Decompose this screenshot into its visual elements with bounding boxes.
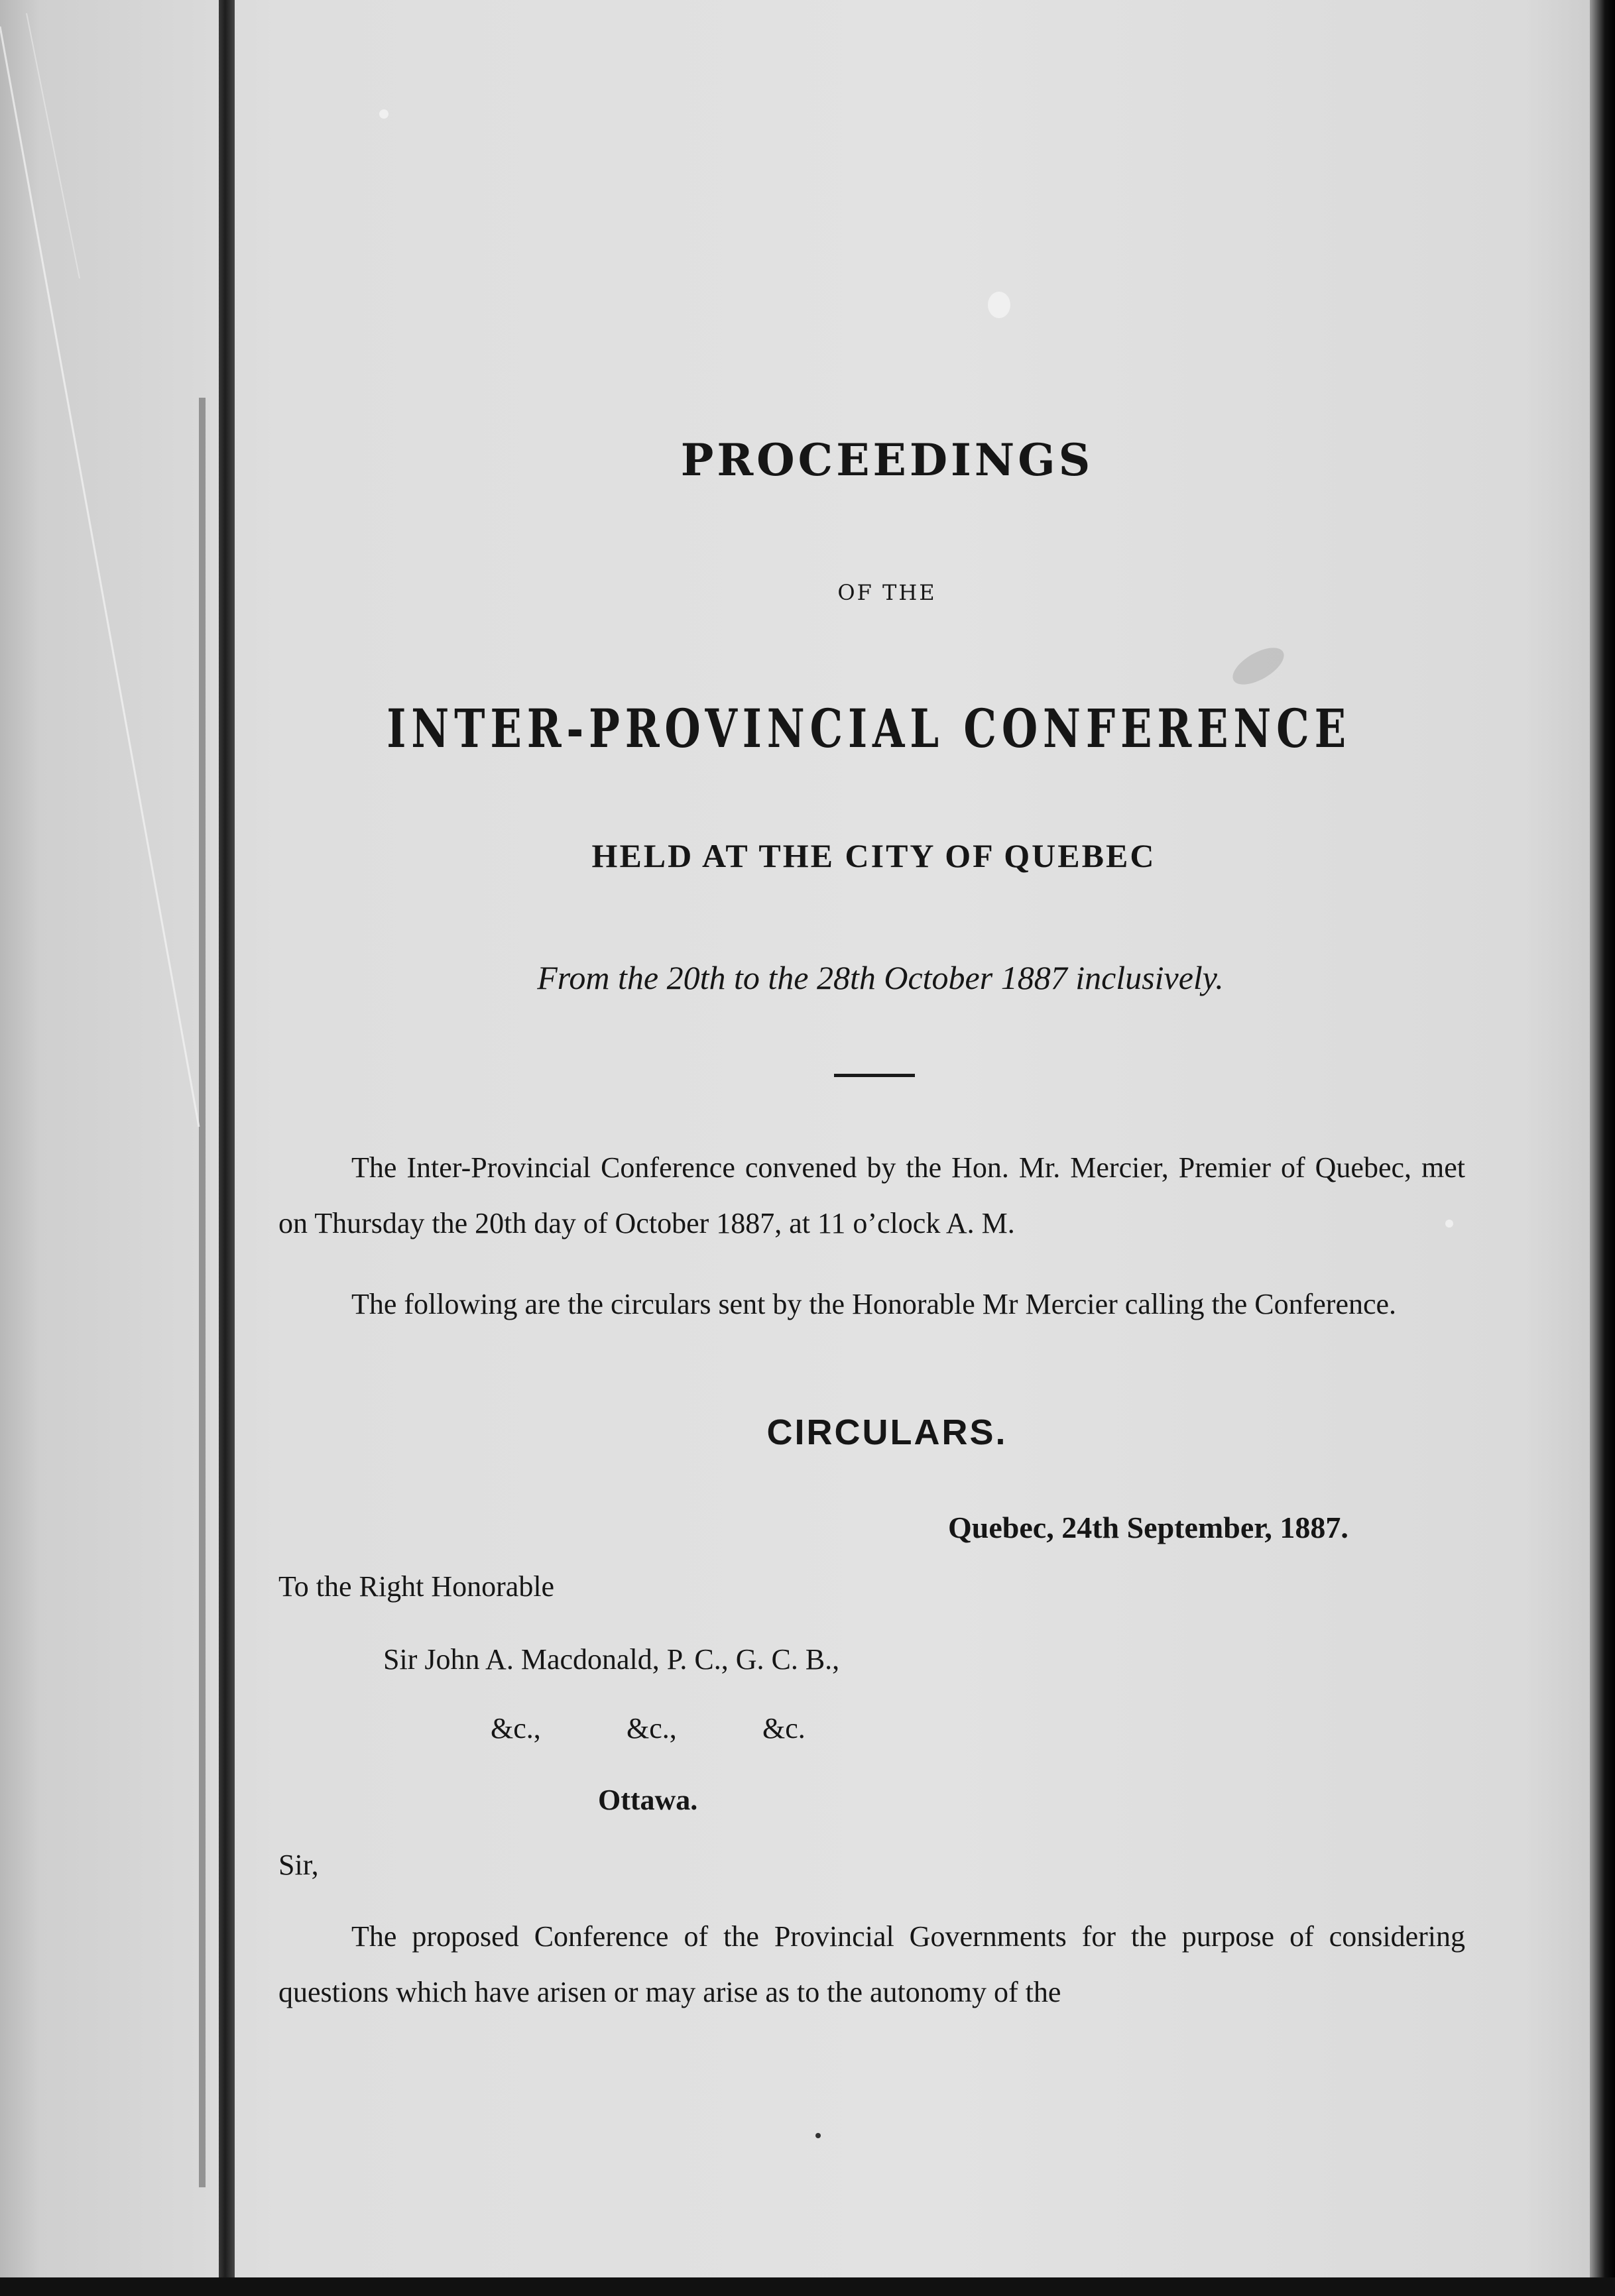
- document-title: PROCEEDINGS: [680, 434, 1094, 486]
- conference-dates: From the 20th to the 28th October 1887 inclusively.: [537, 959, 1224, 996]
- circulars-intro-text: The following are the circulars sent by the Honorable Mr Mercier calling the Conference.: [351, 1288, 1397, 1320]
- scan-speck: [1227, 640, 1289, 692]
- page-mark: [815, 2133, 821, 2138]
- letter-etc-row: [491, 1711, 898, 1745]
- letter-city: Ottawa.: [598, 1784, 698, 1816]
- opening-paragraph: [278, 1140, 1465, 1251]
- title-connector: OF THE: [837, 580, 937, 605]
- letter-body-text: The proposed Conference of the Provincial Governments for the purpose of considering questions which have arisen or may arise as to the autonomy of the: [278, 1920, 1465, 2008]
- circulars-intro-paragraph: [278, 1277, 1465, 1332]
- page-bottom-edge: [0, 2277, 1615, 2296]
- letter-body: [278, 1909, 1465, 2020]
- scan-speck: [379, 109, 389, 119]
- letter-recipient-line: To the Right Honorable: [278, 1570, 555, 1603]
- section-heading: CIRCULARS.: [766, 1412, 1008, 1452]
- opening-paragraph-text: The Inter-Provincial Conference convened by the Hon. Mr. Mercier, Premier of Quebec, met on Thursday the 20th day of October 1887, at 11 o’clock A. M.: [278, 1151, 1465, 1239]
- etc-item: &c.,: [491, 1712, 541, 1745]
- etc-item: &c.,: [627, 1712, 677, 1745]
- page-right-edge: [1590, 0, 1615, 2296]
- conference-name: INTER-PROVINCIAL CONFERENCE: [387, 697, 1352, 760]
- letter-addressee: Sir John A. Macdonald, P. C., G. C. B.,: [383, 1643, 840, 1676]
- letter-salutation: Sir,: [278, 1849, 319, 1881]
- etc-item: &c.: [762, 1712, 806, 1745]
- letter-dateline: Quebec, 24th September, 1887.: [948, 1511, 1348, 1544]
- scan-speck: [988, 292, 1010, 318]
- conference-location: HELD AT THE CITY OF QUEBEC: [591, 837, 1156, 874]
- section-divider: [834, 1074, 915, 1077]
